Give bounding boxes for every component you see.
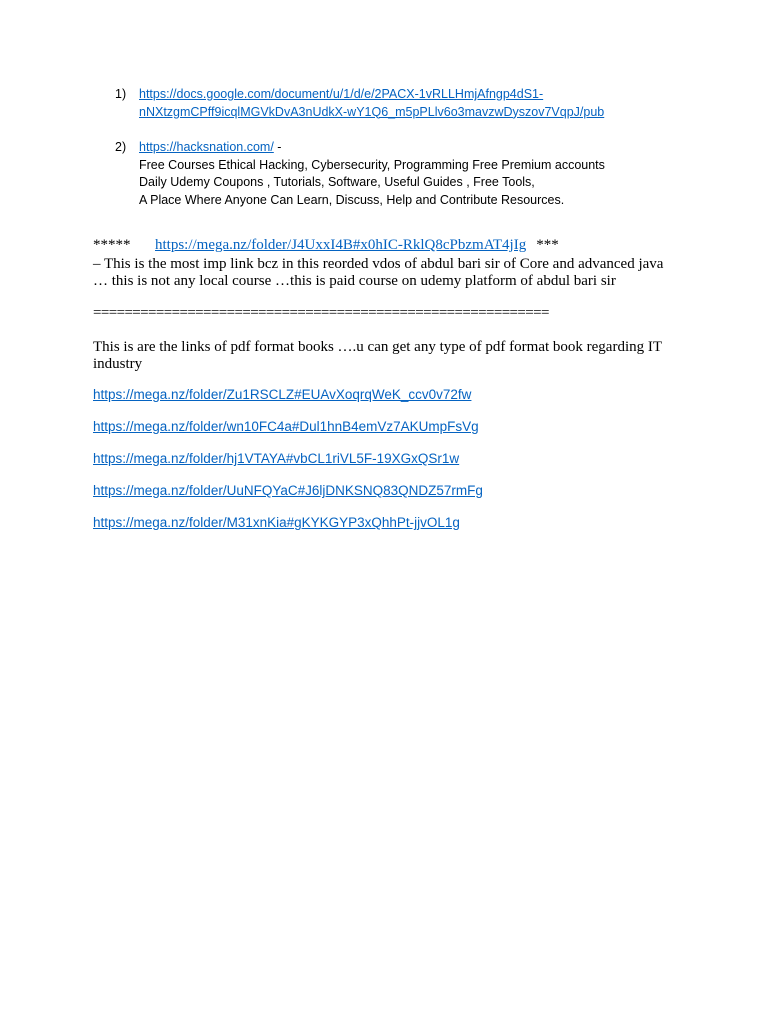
- mega-course-link[interactable]: https://mega.nz/folder/J4UxxI4B#x0hIC-RklQ8cPbzmAT4jIg: [155, 237, 527, 253]
- pdf-links-list: [93, 387, 483, 531]
- hacksnation-link[interactable]: https://hacksnation.com/: [139, 140, 274, 154]
- list-item: [115, 86, 675, 121]
- separator-line: ==========================================================: [93, 305, 549, 321]
- google-doc-link-line-1: https://docs.google.com/document/u/1/d/e/2PACX-1vRLLHmjAfngp4dS1-: [139, 87, 544, 101]
- list-number: 1): [115, 87, 127, 101]
- hacksnation-desc-line-2: Daily Udemy Coupons , Tutorials, Software, Useful Guides , Free Tools,: [139, 175, 535, 189]
- list-item: [115, 139, 675, 209]
- numbered-list: [115, 86, 675, 209]
- pdf-link[interactable]: https://mega.nz/folder/hj1VTAYA#vbCL1riVL5F-19XGxQSr1w: [93, 451, 460, 466]
- google-doc-link-line-2: nNXtzgmCPff9icqlMGVkDvA3nUdkX-wY1Q6_m5pPLlv6o3mavzwDyszov7VqpJ/pub: [139, 104, 605, 119]
- hacksnation-line: [139, 139, 675, 157]
- pdf-books-description: This is are the links of pdf format books ….u can get any type of pdf format book regarding IT industry: [93, 339, 662, 372]
- hacksnation-dash: -: [273, 140, 282, 154]
- google-doc-link[interactable]: [139, 86, 675, 121]
- stars-left: *****: [93, 237, 131, 253]
- pdf-link[interactable]: https://mega.nz/folder/UuNFQYaC#J6ljDNKSNQ83QNDZ57rmFg: [93, 483, 483, 498]
- mega-course-description: – This is the most imp link bcz in this reorded vdos of abdul bari sir of Core and advanced java … this is not any local course …this is paid course on udemy platform of abdul bari sir: [93, 256, 664, 289]
- stars-right: ***: [536, 237, 559, 253]
- pdf-link[interactable]: https://mega.nz/folder/M31xnKia#gKYKGYP3xQhhPt-jjvOL1g: [93, 515, 460, 530]
- mega-course-line: [93, 237, 559, 254]
- pdf-link[interactable]: https://mega.nz/folder/Zu1RSCLZ#EUAvXoqrqWeK_ccv0v72fw: [93, 387, 472, 402]
- list-number: 2): [115, 140, 127, 154]
- hacksnation-desc-line-3: A Place Where Anyone Can Learn, Discuss, Help and Contribute Resources.: [139, 192, 565, 207]
- pdf-link[interactable]: https://mega.nz/folder/wn10FC4a#Dul1hnB4emVz7AKUmpFsVg: [93, 419, 479, 434]
- hacksnation-desc-line-1: Free Courses Ethical Hacking, Cybersecurity, Programming Free Premium accounts: [139, 157, 605, 172]
